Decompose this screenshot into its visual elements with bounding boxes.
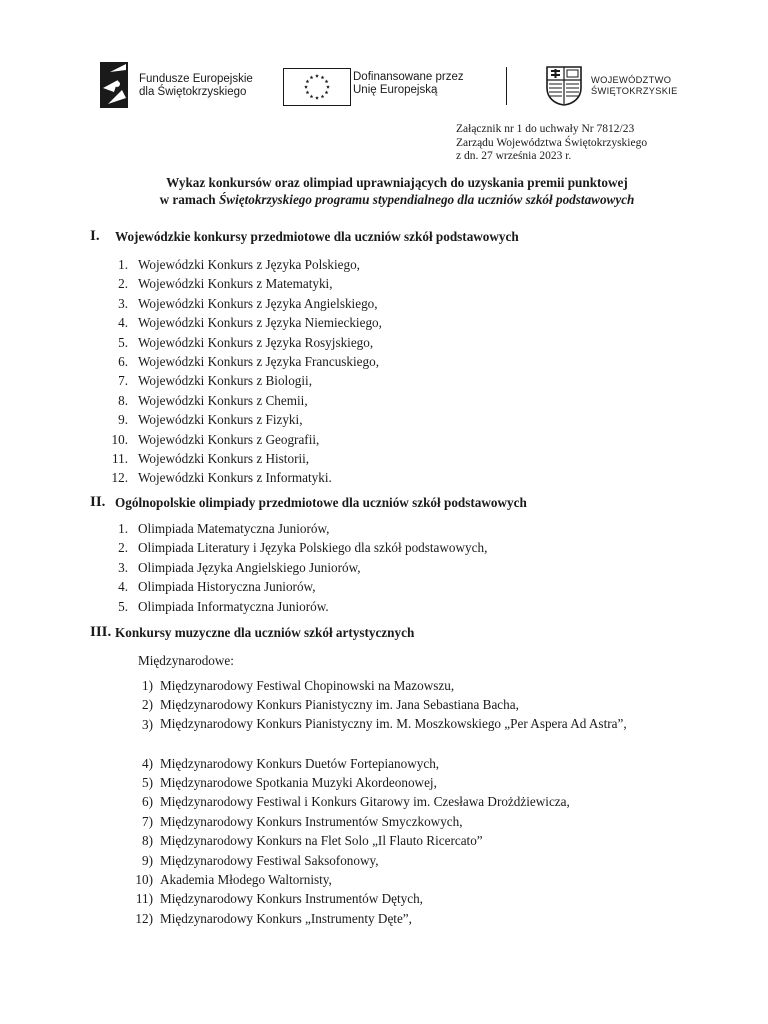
list-item-number: 1) xyxy=(142,678,153,693)
list-item-number: 1. xyxy=(118,257,128,272)
eu-flag xyxy=(283,68,351,106)
list-item-text: Wojewódzki Konkurs z Języka Polskiego, xyxy=(138,257,360,272)
list-item-number: 5. xyxy=(118,598,128,614)
fundusze-text: Fundusze Europejskie dla Świętokrzyskiego xyxy=(139,73,253,98)
list-item-text: Międzynarodowy Konkurs Duetów Fortepianowych, xyxy=(160,755,440,771)
list-item-text: Olimpiada Literatury i Języka Polskiego dla szkół podstawowych, xyxy=(138,540,488,556)
list-item-text: Wojewódzki Konkurs z Biologii, xyxy=(138,373,313,389)
list-item-number: 4. xyxy=(118,315,128,331)
eu-star-icon xyxy=(306,80,310,84)
list-item-text: Międzynarodowy Konkurs Pianistyczny im. Jana Sebastiana Bacha, xyxy=(160,697,519,713)
list-item-text: Międzynarodowy Konkurs Instrumentów Smyczkowych, xyxy=(160,813,463,829)
list-item-text: Olimpiada Matematyczna Juniorów, xyxy=(138,521,330,536)
list-item-number: 1. xyxy=(118,521,128,536)
title-line2 xyxy=(90,191,704,208)
annex-line2: Zarządu Województwa Świętokrzyskiego xyxy=(456,136,648,149)
list-item-number: 5) xyxy=(142,775,153,790)
list-item-number: 2. xyxy=(118,276,128,292)
list-item-text: Wojewódzki Konkurs z Języka Rosyjskiego, xyxy=(138,334,374,350)
eu-star-icon xyxy=(310,95,314,99)
list-item-number: 5. xyxy=(118,334,128,350)
list-item-number: 6. xyxy=(118,354,128,369)
annex-line3: z dn. 27 września 2023 r. xyxy=(456,150,572,162)
list-item-number: 7) xyxy=(142,813,153,829)
section-numeral: II. xyxy=(90,494,106,510)
subheading-text: Międzynarodowe: xyxy=(138,653,234,668)
title-line2-prefix: w ramach xyxy=(159,192,219,207)
title-line1: Wykaz konkursów oraz olimpiad uprawniających do uzyskania premii punktowej xyxy=(166,175,628,190)
eu-star-icon xyxy=(326,85,330,89)
list-item-number: 12. xyxy=(111,470,128,486)
list-item-number: 3. xyxy=(118,295,128,311)
section-title: Ogólnopolskie olimpiady przedmiotowe dla uczniów szkół podstawowych xyxy=(115,495,527,510)
eu-star-icon xyxy=(315,96,319,100)
eu-star-icon xyxy=(306,91,310,95)
list-item-number: 9) xyxy=(142,852,153,868)
list-item-number: 11. xyxy=(112,451,128,466)
list-item-text: Międzynarodowy Festiwal Saksofonowy, xyxy=(160,852,379,868)
list-item-number: 9. xyxy=(118,412,128,428)
region-name-text xyxy=(591,75,678,97)
list-item-text: Międzynarodowy Festiwal Chopinowski na Mazowszu, xyxy=(160,678,455,693)
section-title: Wojewódzkie konkursy przedmiotowe dla uczniów szkół podstawowych xyxy=(115,229,519,244)
eu-star-icon xyxy=(325,80,329,84)
eu-cofinanced-text xyxy=(353,71,464,97)
annex-line1: Załącznik nr 1 do uchwały Nr 7812/23 xyxy=(456,123,635,135)
list-item-number: 11) xyxy=(135,891,153,907)
logo-divider xyxy=(506,67,507,105)
eu-line2: Unię Europejską xyxy=(353,84,438,96)
list-item-text: Akademia Młodego Waltornisty, xyxy=(160,872,332,887)
list-item-number: 8) xyxy=(142,833,153,849)
list-item-text: Wojewódzki Konkurs z Fizyki, xyxy=(138,412,303,428)
annex-note xyxy=(456,123,647,164)
eu-star-icon xyxy=(310,75,314,79)
list-item-text: Olimpiada Języka Angielskiego Juniorów, xyxy=(138,559,361,575)
list-item-number: 3) xyxy=(142,716,153,732)
list-item-number: 6) xyxy=(142,794,153,810)
list-item-text: Międzynarodowy Konkurs Instrumentów Dętych, xyxy=(160,891,423,907)
section-numeral: III. xyxy=(90,624,112,640)
list-item-text: Olimpiada Informatyczna Juniorów. xyxy=(138,598,329,614)
list-item-text: Międzynarodowe Spotkania Muzyki Akordeonowej, xyxy=(160,775,437,790)
list-item-number: 12) xyxy=(135,910,153,926)
eu-stars-icon xyxy=(284,69,350,105)
list-item-text: Wojewódzki Konkurs z Matematyki, xyxy=(138,276,333,292)
list-item-text: Wojewódzki Konkurs z Języka Angielskiego, xyxy=(138,295,378,311)
eu-star-icon xyxy=(321,75,325,79)
list-item-text: Wojewódzki Konkurs z Języka Francuskiego, xyxy=(138,354,380,369)
eu-star-icon xyxy=(315,74,319,78)
list-item-number: 10. xyxy=(111,431,128,447)
list-item-text: Międzynarodowy Konkurs na Flet Solo „Il Flauto Ricercato” xyxy=(160,833,483,849)
list-item-number: 10) xyxy=(135,872,153,887)
list-item-text: Międzynarodowy Konkurs „Instrumenty Dęte”, xyxy=(160,910,412,926)
list-item-number: 4. xyxy=(118,579,128,595)
list-item-text: Międzynarodowy Konkurs Pianistyczny im. M. Moszkowskiego „Per Aspera Ad Astra”, xyxy=(160,715,627,731)
list-item-number: 2. xyxy=(118,540,128,556)
region-line2: ŚWIĘTOKRZYSKIE xyxy=(591,86,678,96)
list-item-number: 8. xyxy=(118,392,128,408)
region-crest-icon xyxy=(545,66,583,106)
eu-star-icon xyxy=(321,95,325,99)
list-item-text: Wojewódzki Konkurs z Chemii, xyxy=(138,392,308,408)
section-numeral: I. xyxy=(90,228,100,244)
list-item-text: Wojewódzki Konkurs z Geografii, xyxy=(138,431,320,447)
logo-header xyxy=(100,58,680,110)
section-title: Konkursy muzyczne dla uczniów szkół artystycznych xyxy=(115,625,415,640)
program-name: Świętokrzyskiego programu stypendialnego dla uczniów szkół podstawowych xyxy=(218,192,635,207)
list-item-number: 2) xyxy=(142,697,153,713)
list-item-number: 7. xyxy=(118,373,128,389)
list-item-number: 3. xyxy=(118,559,128,575)
list-item-text: Wojewódzki Konkurs z Języka Niemieckiego, xyxy=(138,315,382,331)
list-item-text: Międzynarodowy Festiwal i Konkurs Gitarowy im. Czesława Drożdżiewicza, xyxy=(160,794,570,810)
fundusze-europejskie-logo xyxy=(100,60,270,110)
eu-star-icon xyxy=(325,91,329,95)
eu-star-icon xyxy=(304,85,308,89)
list-item-text: Wojewódzki Konkurs z Historii, xyxy=(138,451,310,466)
fe-flag-icon xyxy=(100,60,134,110)
region-line1: WOJEWÓDZTWO xyxy=(591,75,672,85)
eu-line1: Dofinansowane przez xyxy=(353,71,464,83)
list-item-text: Wojewódzki Konkurs z Informatyki. xyxy=(138,470,332,486)
list-item-number: 4) xyxy=(142,755,153,771)
list-item-text: Olimpiada Historyczna Juniorów, xyxy=(138,579,316,595)
